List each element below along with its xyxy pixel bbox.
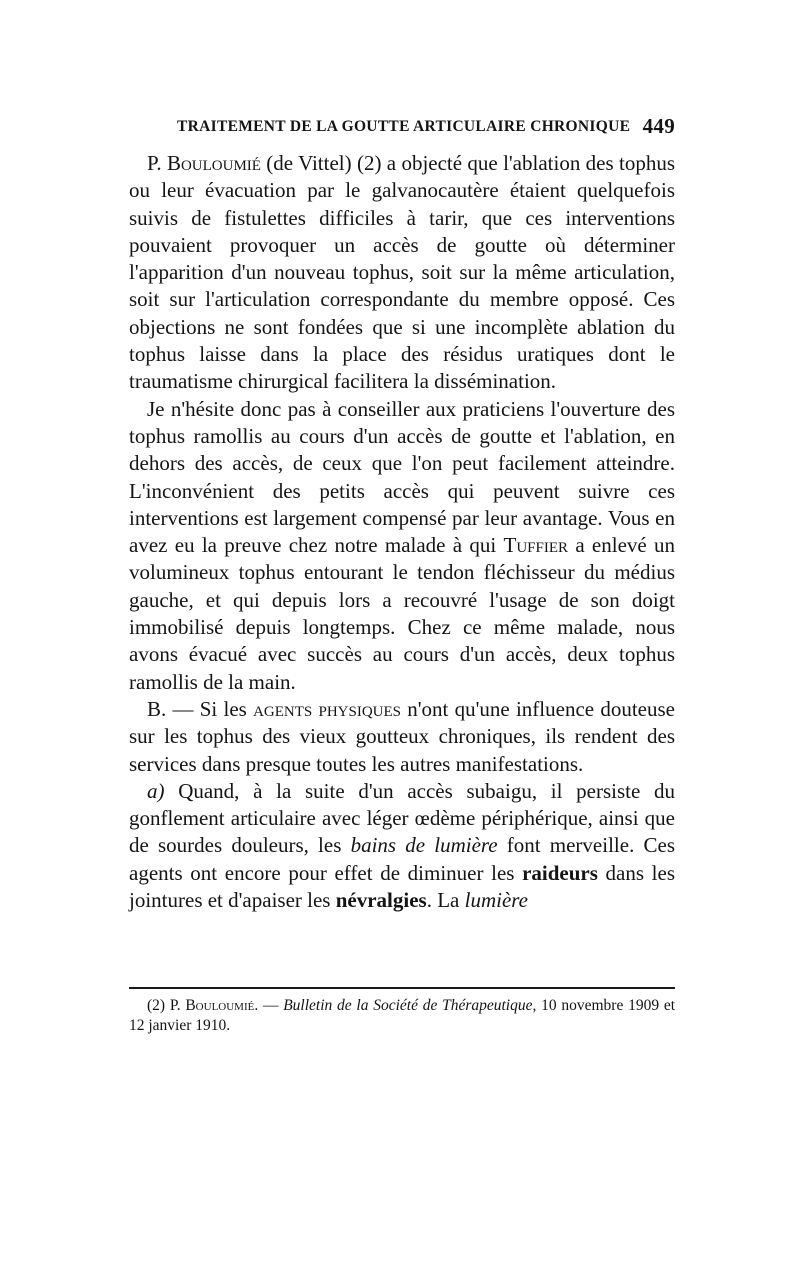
footnote-source: Bulletin de la Société de Thérapeutique xyxy=(283,997,533,1014)
body-text xyxy=(129,150,675,914)
author-initial: P. xyxy=(147,151,167,175)
footnote xyxy=(129,996,675,1036)
term-raideurs: raideurs xyxy=(522,860,598,885)
paragraph-4-text-3: dans les jointures et d'apaiser les xyxy=(129,860,675,913)
running-head xyxy=(177,114,675,144)
paragraph-3-text-before: B. — Si les xyxy=(147,696,254,721)
paragraph-3-text-after: n'ont qu'une influence douteuse sur les tophus des vieux goutteux chroniques, ils rendent des services dans presque toutes les autres manifestations. xyxy=(129,696,675,776)
item-label: a) xyxy=(147,778,165,803)
paragraph-4 xyxy=(129,778,675,914)
paragraph-4-text-4: . La xyxy=(426,888,465,913)
term-nevralgies: névralgies xyxy=(335,888,427,913)
section-term: agents physiques xyxy=(253,696,402,721)
author-name: Bouloumié xyxy=(166,151,261,175)
paragraph-4-text-1: Quand, à la suite d'un accès subaigu, il persiste du gonflement articulaire avec léger œdème périphérique, ainsi que de sourdes douleurs, les xyxy=(129,778,675,858)
page-number: 449 xyxy=(642,114,675,138)
footnote-date: , 10 novembre 1909 et 12 janvier 1910. xyxy=(129,997,675,1034)
surgeon-name: Tuffier xyxy=(503,533,569,558)
paragraph-2 xyxy=(129,396,675,696)
running-head-title: TRAITEMENT DE LA GOUTTE ARTICULAIRE CHRONIQUE xyxy=(177,118,631,135)
footnote-text xyxy=(129,996,675,1036)
paragraph-1-text: (de Vittel) (2) a objecté que l'ablation des tophus ou leur évacuation par le galvanocautère étaient quelquefois suivis de fistulettes difficiles à tarir, que ces interventions pouvaient provoquer un accès de goutte où déterminer l'apparition d'un nouveau tophus, soit sur la même articulation, soit sur l'articulation correspondante du membre opposé. Ces objections ne sont fondées que si une incomplète ablation du tophus laisse dans la place des résidus uratiques dont le traumatisme chirurgical facilitera la dissémination. xyxy=(129,151,676,394)
footnote-rule xyxy=(129,987,675,989)
paragraph-1 xyxy=(129,150,675,396)
paragraph-3 xyxy=(129,696,675,778)
term-bains-de-lumiere: bains de lumière xyxy=(350,833,498,858)
footnote-dash: . — xyxy=(254,997,284,1014)
footnote-author: Bouloumié xyxy=(185,997,255,1014)
paragraph-2-text-before: Je n'hésite donc pas à conseiller aux praticiens l'ouverture des tophus ramollis au cours d'un accès de goutte et l'ablation, en dehors des accès, de ceux que l'on peut facilement atteindre. L'inconvénient des petits accès qui peuvent suivre ces interventions est largement compensé par leur avantage. Vous en avez eu la preuve chez notre malade à qui xyxy=(129,396,675,558)
paragraph-4-text-2: font merveille. Ces agents ont encore pour effet de diminuer les xyxy=(129,833,675,885)
paragraph-2-text-after: a enlevé un volumineux tophus entourant le tendon fléchisseur du médius gauche, et qui depuis lors a recouvré l'usage de son doigt immobilisé depuis longtemps. Chez ce même malade, nous avons évacué avec succès au cours d'un accès, deux tophus ramollis de la main. xyxy=(129,533,675,694)
footnote-marker: (2) P. xyxy=(147,997,186,1014)
term-lumiere: lumière xyxy=(464,888,528,913)
